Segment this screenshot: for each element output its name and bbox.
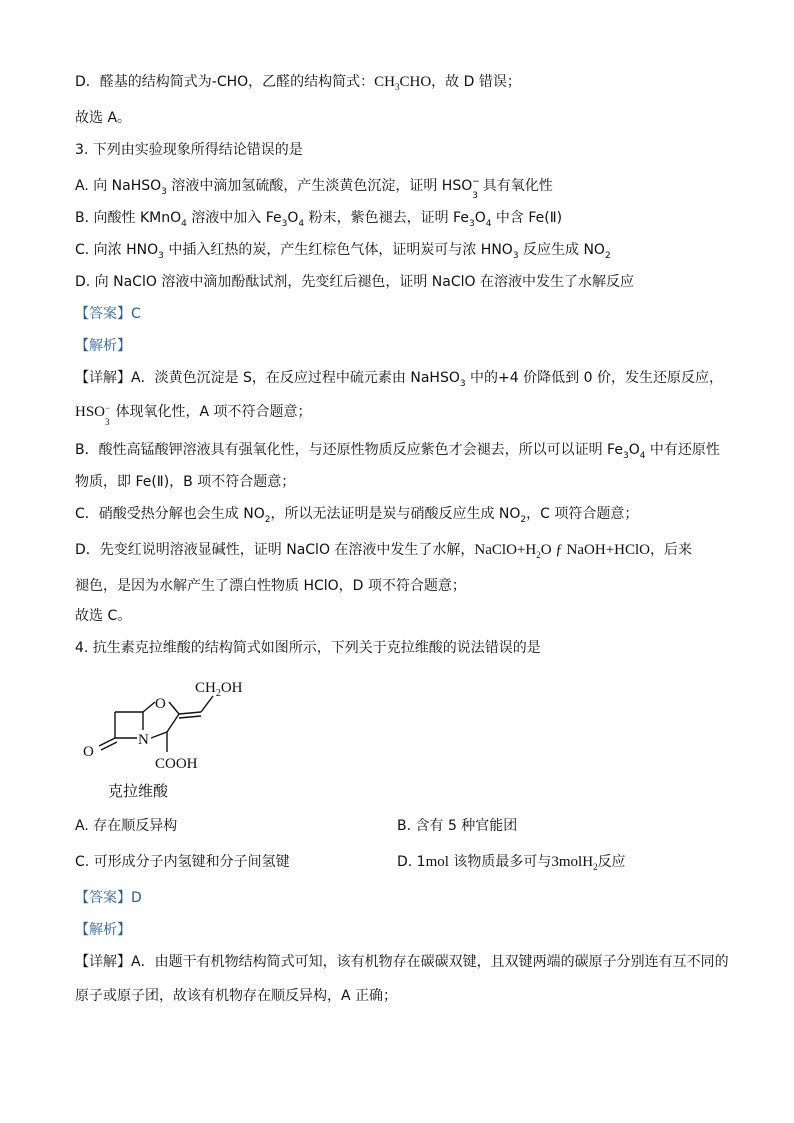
- equation: $NaClO+H_2O$ ƒ NaOH+HClO: [474, 542, 651, 560]
- q4-option-a: A. 存在顺反异构: [75, 818, 178, 834]
- clavulanic-acid-structure: [75, 672, 295, 782]
- q4-option-b: B. 含有 5 种官能团: [397, 818, 518, 834]
- q3-conclusion: 故选 C。: [75, 608, 132, 624]
- q4-detail-a-line2: 原子或原子团，故该有机物存在顺反异构，A 正确；: [75, 988, 398, 1004]
- q3-stem: 3. 下列由实验现象所得结论错误的是: [75, 142, 303, 158]
- q3-detail-a-line1: 【详解】A．淡黄色沉淀是 S，在反应过程中硫元素由 NaHSO$_3$ 中的+4 价降低到 0 价，发生还原反应，: [75, 370, 723, 389]
- q3-answer: 【答案】C: [75, 306, 141, 322]
- q3-detail-d-line2: 褪色，是因为水解产生了漂白性物质 HClO，D 项不符合题意；: [75, 578, 466, 594]
- text: ，故 D 错误；: [431, 74, 521, 90]
- q4-analysis-label: 【解析】: [75, 922, 131, 938]
- cooh-label: COOH: [155, 756, 198, 772]
- q3-detail-d-line1: D．先变红说明溶液显碱性，证明 NaClO 在溶液中发生了水解，$NaClO+H_2O$ ƒ NaOH+HClO，后来: [75, 542, 693, 560]
- q4-stem: 4. 抗生素克拉维酸的结构简式如图所示，下列关于克拉维酸的说法错误的是: [75, 640, 541, 656]
- q3-option-d: D. 向 NaClO 溶液中滴加酚酞试剂，先变红后褪色，证明 NaClO 在溶液中发生了水解反应: [75, 274, 634, 290]
- q3-detail-a-line2: HSO − 3 体现氧化性，A 项不符合题意；: [75, 403, 312, 427]
- text: D．醛基的结构简式为-CHO，乙醛的结构简式：: [75, 74, 375, 90]
- ketone-oxygen: O: [83, 744, 94, 760]
- q4-option-d: D. 1mol 该物质最多可与3molH$_2$反应: [397, 854, 626, 872]
- formula: HSO − 3: [75, 403, 111, 427]
- q3-option-a: A. 向 NaHSO$_3$ 溶液中滴加氢硫酸，产生淡黄色沉淀，证明 HSO − 3 具有氧化性: [75, 177, 553, 201]
- q3-analysis-label: 【解析】: [75, 338, 131, 354]
- q4-detail-a-line1: 【详解】A．由题干有机物结构简式可知，该有机物存在碳碳双键，且双键两端的碳原子分别连有互不同的: [75, 954, 729, 970]
- q3-detail-b-line2: 物质，即 Fe(Ⅱ)，B 项不符合题意；: [75, 474, 296, 490]
- formula: $CH_3CHO$: [374, 74, 432, 92]
- q3-detail-c: C．硝酸受热分解也会生成 $NO_2$，所以无法证明是炭与硝酸反应生成 $NO_2$，C 项符合题意；: [75, 506, 639, 525]
- prev-option-d: [75, 72, 521, 92]
- prev-answer: 故选 A。: [75, 110, 132, 126]
- q3-detail-b-line1: B．酸性高锰酸钾溶液具有强氧化性，与还原性物质反应紫色才会褪去，所以可以证明 $Fe_3O_4$ 中有还原性: [75, 442, 720, 461]
- ring-nitrogen: N: [138, 732, 149, 748]
- q4-option-c: C. 可形成分子内氢键和分子间氢键: [75, 854, 290, 870]
- ch2oh-label: $CH_2OH$: [195, 680, 243, 699]
- q4-answer: 【答案】D: [75, 890, 142, 906]
- ring-oxygen: O: [155, 696, 166, 712]
- structure-caption: 克拉维酸: [108, 782, 169, 800]
- q3-option-b: B. 向酸性 KMnO$_4$ 溶液中加入 $Fe_3O_4$ 粉末，紫色褪去，证明 $Fe_3O_4$ 中含 Fe(Ⅱ): [75, 210, 563, 229]
- q3-option-c: C. 向浓 $HNO_3$ 中插入红热的炭，产生红棕色气体，证明炭可与浓 $HNO_3$ 反应生成 $NO_2$: [75, 242, 611, 261]
